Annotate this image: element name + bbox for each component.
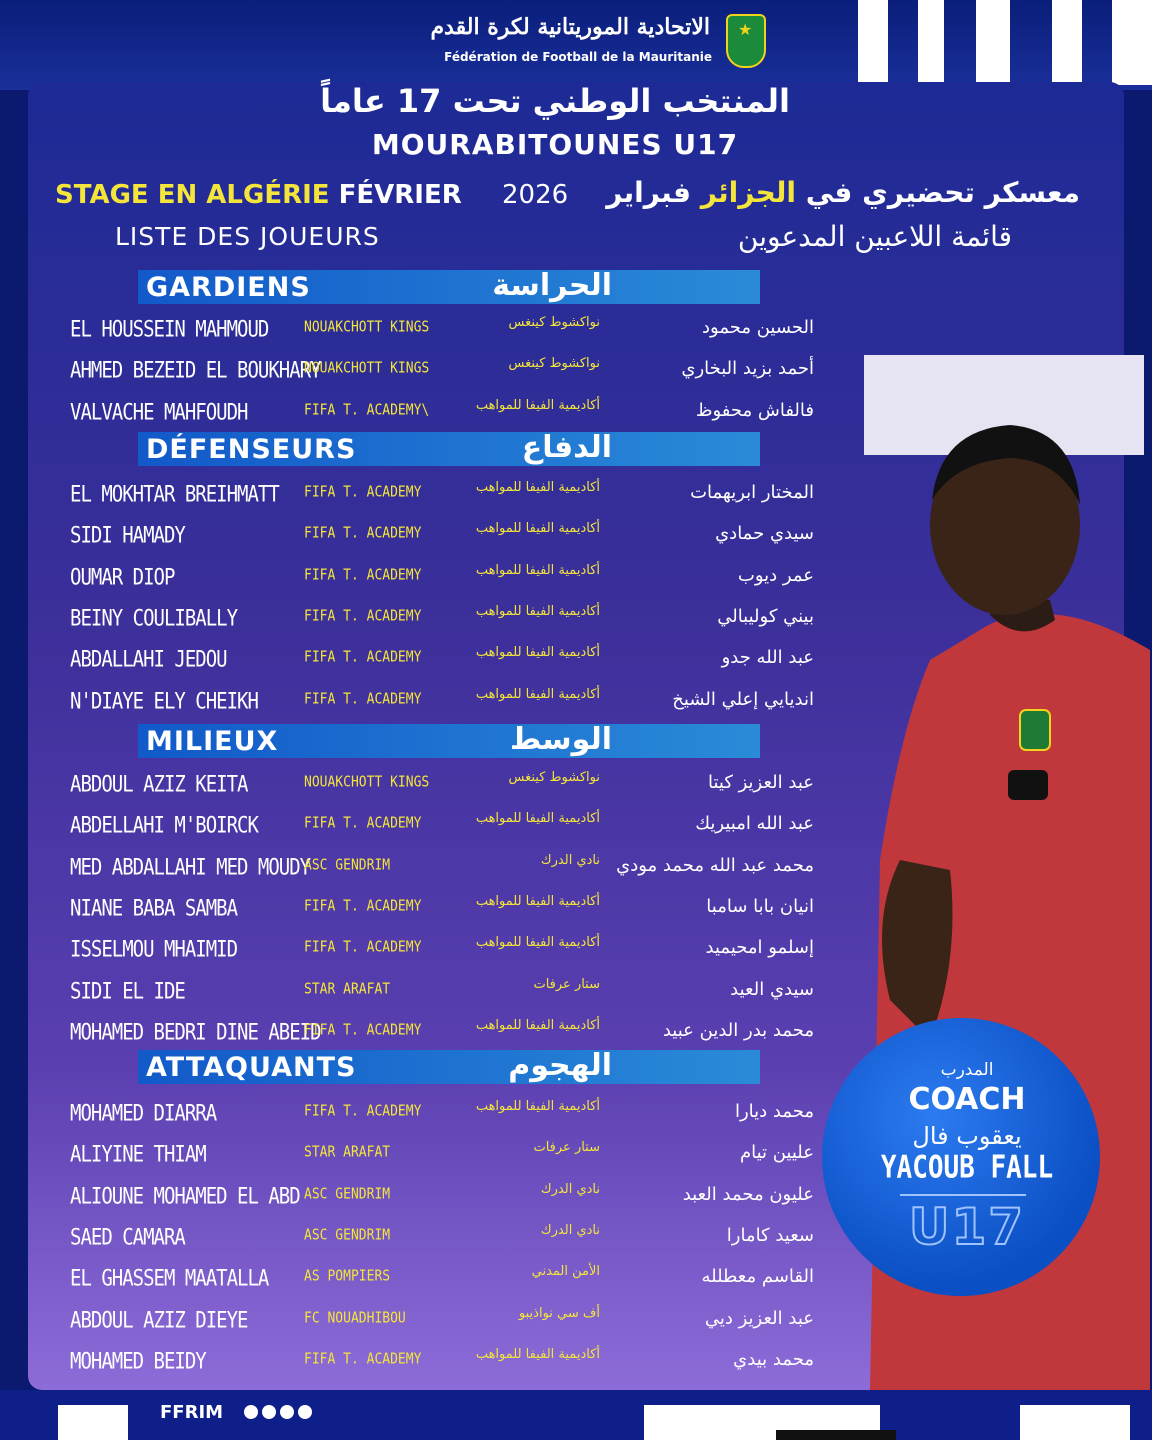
coach-name-en: YACOUB FALL bbox=[880, 1150, 1054, 1186]
player-name: ABDOUL AZIZ DIEYE bbox=[70, 1307, 248, 1333]
instagram-icon[interactable] bbox=[262, 1405, 276, 1419]
stage-location-fr: STAGE EN ALGÉRIE bbox=[55, 180, 330, 210]
player-row bbox=[0, 1304, 820, 1338]
player-name-ar: عبد العزيز ديي bbox=[704, 1307, 814, 1329]
player-row bbox=[0, 809, 820, 843]
player-club-ar: أكاديمية الفيفا للمواهب bbox=[475, 1017, 600, 1033]
player-club-ar: أكاديمية الفيفا للمواهب bbox=[475, 1099, 600, 1114]
x-icon[interactable] bbox=[280, 1405, 294, 1419]
player-row bbox=[0, 313, 820, 347]
coach-role-ar: المدرب bbox=[940, 1060, 994, 1080]
player-name-ar: القاسم معطلله bbox=[701, 1266, 814, 1288]
list-title-ar: قائمة اللاعبين المدعوين bbox=[737, 220, 1012, 253]
federation-name-ar: الاتحادية الموريتانية لكرة القدم bbox=[430, 14, 710, 40]
player-club: FIFA T. ACADEMY bbox=[304, 1350, 422, 1369]
section-title-fr: DÉFENSEURS bbox=[146, 434, 357, 465]
player-row bbox=[0, 851, 820, 885]
player-name: OUMAR DIOP bbox=[70, 564, 175, 590]
player-name: ALIYINE THIAM bbox=[70, 1142, 206, 1168]
player-club-ar: أكاديمية الفيفا للمواهب bbox=[475, 893, 600, 909]
player-club-ar: أكاديمية الفيفا للمواهب bbox=[475, 811, 600, 827]
player-club: AS POMPIERS bbox=[304, 1268, 391, 1286]
player-club: FC NOUADHIBOU bbox=[304, 1309, 406, 1327]
player-name: ABDOUL AZIZ KEITA bbox=[70, 772, 248, 798]
player-row bbox=[0, 561, 820, 595]
divider bbox=[900, 1194, 1026, 1196]
player-row bbox=[0, 478, 820, 512]
list-title-fr: LISTE DES JOUEURS bbox=[115, 222, 380, 251]
section-title-fr: MILIEUX bbox=[146, 726, 279, 757]
section-title-ar: الدفاع bbox=[521, 430, 612, 465]
player-club: NOUAKCHOTT KINGS bbox=[304, 360, 430, 378]
player-club: FIFA T. ACADEMY bbox=[304, 1021, 422, 1040]
player-row bbox=[0, 1180, 820, 1214]
player-name: MED ABDALLAHI MED MOUDY bbox=[70, 854, 311, 880]
player-name-ar: سعيد كامارا bbox=[726, 1224, 814, 1246]
player-row bbox=[0, 768, 820, 802]
player-name: MOHAMED BEDRI DINE ABEID bbox=[70, 1019, 321, 1046]
player-club-ar: نادي الدرك bbox=[540, 1181, 600, 1197]
coach-role-en: COACH bbox=[908, 1082, 1026, 1117]
player-club-ar: أكاديمية الفيفا للمواهب bbox=[475, 603, 600, 619]
player-name-ar: عليين تيام bbox=[739, 1142, 814, 1164]
player-name-ar: محمد عبد الله محمد مودي bbox=[616, 854, 814, 876]
player-club-ar: أكاديمية الفيفا للمواهب bbox=[475, 686, 600, 702]
stage-fr bbox=[55, 180, 462, 210]
player-club: ASC GENDRIM bbox=[304, 856, 391, 874]
player-club: FIFA T. ACADEMY bbox=[304, 607, 422, 626]
player-row bbox=[0, 685, 820, 719]
player-club: FIFA T. ACADEMY bbox=[304, 1103, 422, 1121]
player-name-ar: سيدي حمادي bbox=[715, 523, 814, 545]
player-club: STAR ARAFAT bbox=[304, 980, 391, 998]
player-name-ar: الحسين محمود bbox=[702, 317, 814, 338]
player-club-ar: ستار عرفات bbox=[533, 976, 600, 992]
player-row bbox=[0, 1097, 820, 1131]
youtube-icon[interactable] bbox=[298, 1405, 312, 1419]
federation-name-fr: Fédération de Football de la Mauritanie bbox=[444, 50, 712, 64]
decor-stripe bbox=[1020, 1405, 1130, 1440]
section-title-ar: الهجوم bbox=[508, 1048, 612, 1083]
player-club: FIFA T. ACADEMY bbox=[304, 690, 422, 708]
player-club-ar: نادي الدرك bbox=[540, 852, 600, 868]
player-name-ar: المختار ابريهمات bbox=[690, 482, 814, 503]
section-title-ar: الحراسة bbox=[492, 268, 612, 303]
player-club: STAR ARAFAT bbox=[304, 1144, 391, 1162]
player-row bbox=[0, 1138, 820, 1172]
player-club-ar: أكاديمية الفيفا للمواهب bbox=[475, 521, 600, 537]
player-club: FIFA T. ACADEMY bbox=[304, 897, 422, 916]
player-name: SAED CAMARA bbox=[70, 1224, 185, 1251]
section-title-ar: الوسط bbox=[510, 722, 612, 757]
section-header bbox=[138, 1050, 760, 1084]
player-name: NIANE BABA SAMBA bbox=[70, 895, 238, 922]
decor-stripe bbox=[58, 1405, 128, 1440]
player-name-ar: عبد الله امبيريك bbox=[695, 813, 814, 835]
player-club: ASC GENDRIM bbox=[304, 1226, 391, 1245]
player-name: ABDELLAHI M'BOIRCK bbox=[70, 813, 258, 839]
footer-brand: FFRIM bbox=[160, 1402, 224, 1423]
stage-ar bbox=[600, 176, 1080, 209]
stage-text-ar: معسكر تحضيري في bbox=[805, 176, 1080, 209]
player-row bbox=[0, 354, 820, 388]
player-name: N'DIAYE ELY CHEIKH bbox=[70, 688, 258, 714]
player-name: SIDI HAMADY bbox=[70, 523, 185, 549]
player-name-ar: انيان بابا سامبا bbox=[706, 895, 814, 917]
player-name-ar: عمر ديوب bbox=[737, 564, 814, 586]
player-name: SIDI EL IDE bbox=[70, 978, 185, 1004]
player-name-ar: إسلمو امحيميد bbox=[705, 937, 814, 959]
player-name-ar: أحمد بزيد البخاري bbox=[681, 358, 814, 380]
player-row bbox=[0, 933, 820, 967]
player-name-ar: عليون محمد العبد bbox=[682, 1183, 814, 1205]
federation-header bbox=[0, 6, 1152, 76]
player-club-ar: أكاديمية الفيفا للمواهب bbox=[475, 935, 600, 951]
section-header bbox=[138, 724, 760, 758]
player-row bbox=[0, 1345, 820, 1379]
player-name-ar: بيني كوليبالي bbox=[717, 605, 814, 627]
player-row bbox=[0, 975, 820, 1009]
star-icon: ★ bbox=[738, 20, 753, 39]
title-en: MOURABITOUNES U17 bbox=[371, 128, 739, 161]
stage-location-ar: الجزائر bbox=[700, 176, 796, 209]
player-name-ar: فالفاش محفوظ bbox=[695, 399, 814, 421]
u17-badge: U17 bbox=[908, 1198, 1026, 1256]
coach-name-ar: يعقوب فال bbox=[912, 1122, 1022, 1150]
player-row bbox=[0, 396, 820, 430]
player-row bbox=[0, 1016, 820, 1050]
player-club-ar: نواكشوط كينغس bbox=[508, 315, 600, 330]
player-club-ar: نواكشوط كينغس bbox=[508, 356, 600, 372]
player-name: ALIOUNE MOHAMED EL ABD bbox=[70, 1183, 300, 1209]
ffrim-logo bbox=[726, 14, 766, 68]
player-name: AHMED BEZEID EL BOUKHARY bbox=[70, 358, 321, 384]
player-club-ar: أف سي نواذيبو bbox=[518, 1305, 600, 1321]
player-name-ar: عبد العزيز كيتا bbox=[707, 772, 814, 793]
player-club: ASC GENDRIM bbox=[304, 1185, 391, 1203]
player-club: FIFA T. ACADEMY bbox=[304, 525, 422, 543]
stage-month-fr: FÉVRIER bbox=[338, 180, 462, 210]
player-row bbox=[0, 1221, 820, 1255]
stage-year: 2026 bbox=[502, 180, 569, 210]
player-name: ISSELMOU MHAIMID bbox=[70, 937, 238, 963]
player-club: FIFA T. ACADEMY bbox=[304, 566, 422, 584]
player-row bbox=[0, 892, 820, 926]
player-club: NOUAKCHOTT KINGS bbox=[304, 774, 430, 792]
player-club-ar: أكاديمية الفيفا للمواهب bbox=[475, 1346, 600, 1362]
player-club: FIFA T. ACADEMY bbox=[304, 939, 422, 957]
section-title-fr: ATTAQUANTS bbox=[146, 1052, 357, 1083]
title-ar: المنتخب الوطني تحت 17 عاماً bbox=[320, 82, 790, 120]
player-club-ar: الأمن المدني bbox=[531, 1264, 600, 1280]
player-club: FIFA T. ACADEMY bbox=[304, 484, 422, 502]
player-row bbox=[0, 1262, 820, 1296]
facebook-icon[interactable] bbox=[244, 1405, 258, 1419]
player-name-ar: محمد ديارا bbox=[734, 1101, 814, 1122]
player-club-ar: ستار عرفات bbox=[533, 1140, 600, 1156]
player-name-ar: عبد الله جدو bbox=[721, 647, 814, 669]
player-name: EL MOKHTAR BREIHMATT bbox=[70, 482, 279, 508]
player-club: FIFA T. ACADEMY bbox=[304, 649, 422, 667]
player-row bbox=[0, 643, 820, 677]
player-name-ar: محمد بدر الدين عبيد bbox=[662, 1019, 814, 1041]
player-name: EL GHASSEM MAATALLA bbox=[70, 1266, 269, 1292]
player-name: VALVACHE MAHFOUDH bbox=[70, 399, 248, 425]
decor-bar bbox=[776, 1430, 896, 1440]
section-header bbox=[138, 432, 760, 466]
player-name: MOHAMED BEIDY bbox=[70, 1348, 206, 1375]
player-club-ar: أكاديمية الفيفا للمواهب bbox=[475, 480, 600, 495]
player-club: FIFA T. ACADEMY\ bbox=[304, 401, 430, 419]
player-row bbox=[0, 602, 820, 636]
player-club-ar: أكاديمية الفيفا للمواهب bbox=[475, 397, 600, 413]
player-name-ar: سيدي العيد bbox=[730, 978, 814, 1000]
player-name: EL HOUSSEIN MAHMOUD bbox=[70, 317, 269, 343]
player-club-ar: نواكشوط كينغس bbox=[508, 770, 600, 785]
section-header bbox=[138, 270, 760, 304]
player-club-ar: أكاديمية الفيفا للمواهب bbox=[475, 562, 600, 578]
coach-badge bbox=[822, 1018, 1100, 1296]
player-club: NOUAKCHOTT KINGS bbox=[304, 319, 430, 337]
player-name: MOHAMED DIARRA bbox=[70, 1101, 217, 1127]
player-club-ar: نادي الدرك bbox=[540, 1222, 600, 1238]
player-name: BEINY COULIBALLY bbox=[70, 605, 238, 632]
player-name: ABDALLAHI JEDOU bbox=[70, 647, 227, 673]
player-club-ar: أكاديمية الفيفا للمواهب bbox=[475, 645, 600, 661]
player-row bbox=[0, 519, 820, 553]
player-name-ar: انديايي إعلي الشيخ bbox=[672, 688, 814, 710]
section-title-fr: GARDIENS bbox=[146, 272, 311, 303]
stage-month-ar: فبراير bbox=[606, 176, 691, 209]
player-club: FIFA T. ACADEMY bbox=[304, 815, 422, 833]
player-name-ar: محمد بيدي bbox=[733, 1348, 814, 1370]
